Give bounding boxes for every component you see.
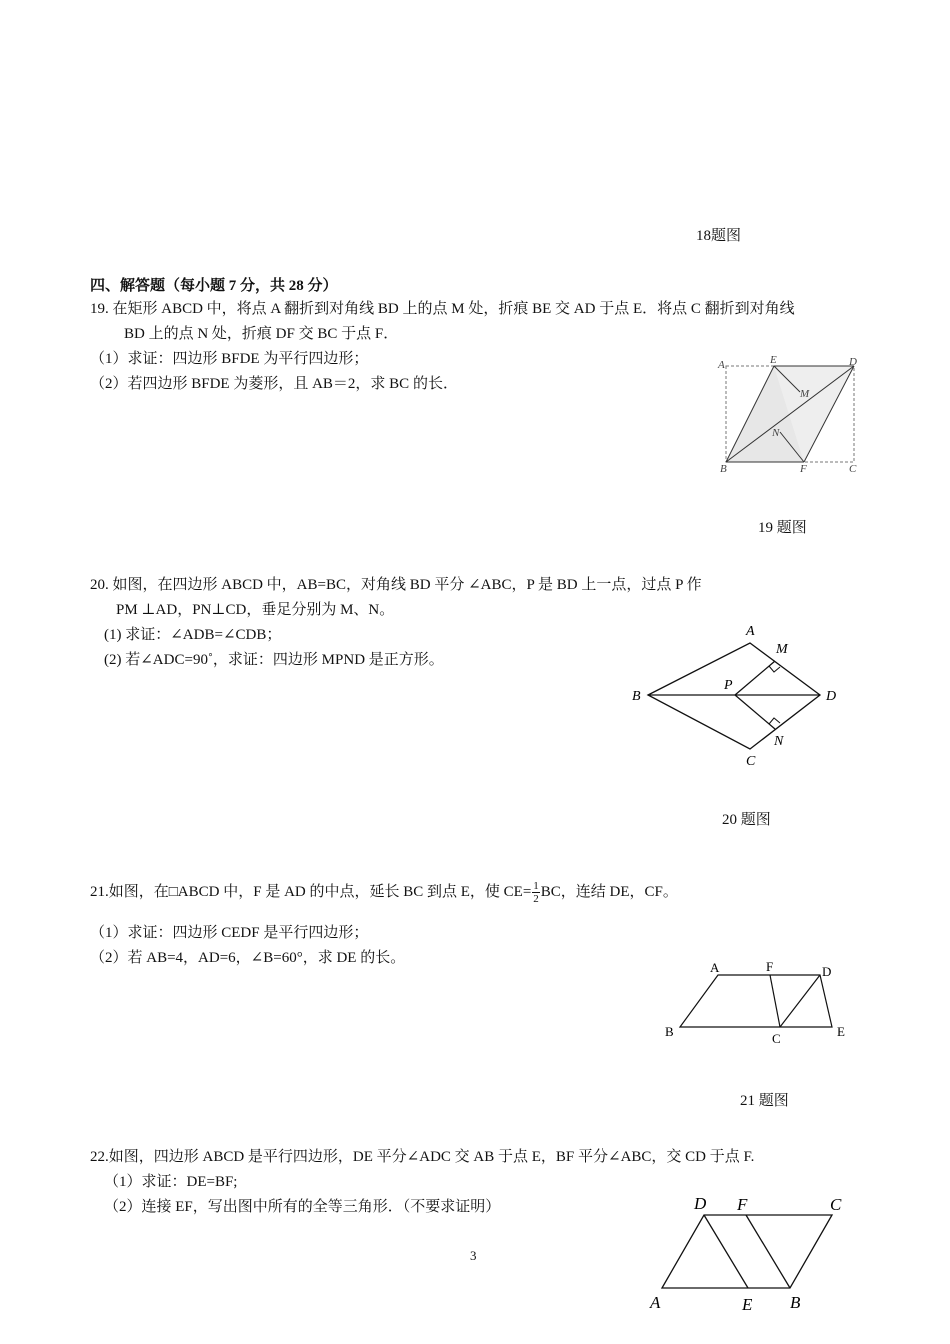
figure-21: [660, 955, 860, 1050]
fraction-one-half: [532, 880, 540, 905]
label-a: A: [650, 1293, 661, 1312]
q21-part1: （1）求证：四边形 CEDF 是平行四边形；: [90, 925, 369, 941]
label-e: E: [742, 1295, 753, 1314]
q21-part2: （2）若 AB=4，AD=6，∠B=60°，求 DE 的长。: [90, 950, 406, 966]
label-a: A: [710, 960, 720, 975]
figure-19: [712, 352, 872, 477]
line-fc: [770, 975, 780, 1027]
label-b: B: [665, 1024, 674, 1039]
fraction-denominator: 2: [533, 893, 539, 906]
right-angle-m: [769, 666, 780, 672]
section-heading: 四、解答题（每小题 7 分，共 28 分）: [90, 278, 338, 294]
label-p: P: [724, 678, 733, 693]
q19-part1: （1）求证：四边形 BFDE 为平行四边形；: [90, 351, 369, 367]
label-c: C: [772, 1031, 781, 1046]
q19-line2: BD 上的点 N 处，折痕 DF 交 BC 于点 F．: [124, 326, 399, 342]
label-c: C: [849, 463, 857, 475]
label-f: F: [800, 463, 807, 475]
figure-20-caption: 20 题图: [722, 812, 771, 828]
label-b: B: [790, 1293, 801, 1312]
parallelogram-abed: [680, 975, 832, 1027]
label-d: D: [694, 1194, 707, 1213]
label-m: M: [776, 642, 788, 657]
label-a: A: [718, 359, 725, 371]
label-d: D: [826, 689, 837, 704]
label-f: F: [766, 959, 774, 974]
label-b: B: [720, 463, 727, 475]
figure-19-caption: 19 题图: [758, 520, 807, 536]
q20-line2: PM ⊥AD，PN⊥CD，垂足分别为 M、N。: [116, 602, 395, 618]
q21-line1-pre: 21.如图，在□ABCD 中，F 是 AD 的中点，延长 BC 到点 E，使 CE=: [90, 884, 532, 900]
q22-part1: （1）求证：DE=BF;: [104, 1174, 238, 1190]
q19-part2: （2）若四边形 BFDE 为菱形，且 AB＝2，求 BC 的长．: [90, 376, 458, 392]
quad-abcd: [648, 643, 820, 749]
label-d: D: [822, 964, 832, 979]
parallelogram-abcd: [662, 1215, 832, 1288]
label-a: A: [746, 624, 755, 639]
figure-22: [640, 1185, 860, 1325]
line-cd: [780, 975, 820, 1027]
page-number: 3: [470, 1248, 477, 1263]
label-d: D: [849, 356, 857, 368]
label-m: M: [800, 388, 810, 400]
q20-part1: (1) 求证：∠ADB=∠CDB；: [104, 627, 282, 643]
q21-line1-post: BC，连结 DE，CF。: [540, 884, 678, 900]
label-f: F: [737, 1195, 748, 1214]
q22-part2: （2）连接 EF，写出图中所有的全等三角形．（不要求证明）: [104, 1199, 501, 1215]
label-e: E: [770, 354, 777, 366]
label-e: E: [837, 1024, 845, 1039]
q19-line1: 19. 在矩形 ABCD 中，将点 A 翻折到对角线 BD 上的点 M 处，折痕 BE 交 AD 于点 E．将点 C 翻折到对角线: [90, 301, 795, 317]
right-angle-n: [769, 718, 780, 724]
label-n: N: [774, 734, 784, 749]
figure-20: [620, 615, 850, 775]
label-n: N: [772, 427, 780, 439]
line-fb: [746, 1215, 790, 1288]
fraction-numerator: 1: [533, 880, 539, 893]
figure-21-caption: 21 题图: [740, 1093, 789, 1109]
q21-line1: [90, 880, 678, 905]
line-de: [704, 1215, 748, 1288]
q20-line1: 20. 如图，在四边形 ABCD 中，AB=BC，对角线 BD 平分 ∠ABC，P 是 BD 上一点，过点 P 作: [90, 577, 702, 593]
q22-line1: 22.如图，四边形 ABCD 是平行四边形，DE 平分∠ADC 交 AB 于点 E，BF 平分∠ABC，交 CD 于点 F.: [90, 1149, 755, 1165]
figure-18-caption: 18题图: [696, 228, 742, 244]
label-c: C: [746, 754, 756, 769]
q20-part2: (2) 若∠ADC=90˚，求证：四边形 MPND 是正方形。: [104, 652, 444, 668]
label-b: B: [632, 689, 641, 704]
label-c: C: [830, 1195, 842, 1214]
